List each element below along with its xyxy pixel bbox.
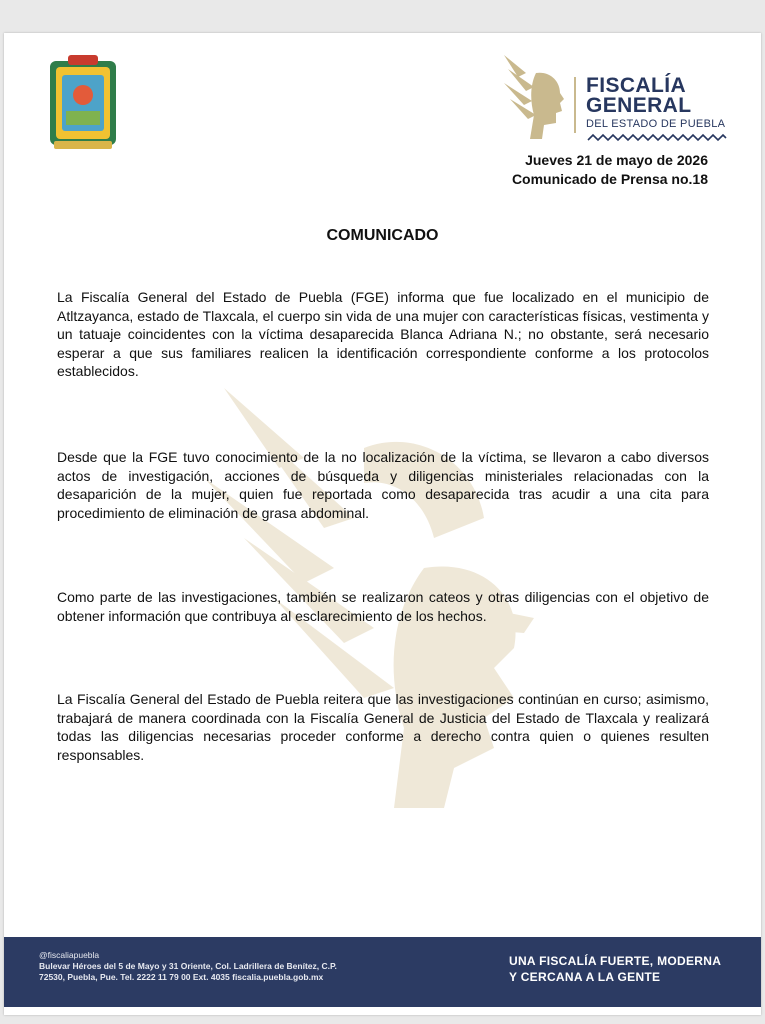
brand-title-line2: GENERAL xyxy=(586,94,692,117)
brand-title-line1: FISCALÍA xyxy=(586,74,687,97)
logo-divider xyxy=(574,77,576,133)
release-date: Jueves 21 de mayo de 2026 xyxy=(525,152,708,168)
address-line-2: 72530, Puebla, Pue. Tel. 2222 11 79 00 Ext. 4035 fiscalia.puebla.gob.mx xyxy=(39,972,324,982)
puebla-state-seal-icon xyxy=(48,53,118,153)
paragraph-1: La Fiscalía General del Estado de Puebla (FGE) informa que fue localizado en el municipio de Atltzayanca, estado de Tlaxcala, el cuerpo sin vida de una mujer con características físicas, vestimenta y un tatuaje coincidentes con la víctima desaparecida Blanca Adriana N.; no obstante, será necesario esperar a que sus familiares realicen la identificación correspondiente conforme a los protocolos establecidos. xyxy=(57,289,709,379)
footer-bar xyxy=(4,937,761,1007)
fge-logo xyxy=(500,51,740,143)
social-handle: @fiscaliapuebla xyxy=(39,950,100,960)
press-release-number: Comunicado de Prensa no.18 xyxy=(511,171,708,187)
slogan-line-2: Y CERCANA A LA GENTE xyxy=(509,970,661,984)
paragraph-2: Desde que la FGE tuvo conocimiento de la no localización de la víctima, se llevaron a cabo diversos actos de investigación, acciones de búsqueda y diligencias ministeriales relacionadas con la desaparición de la mujer, quien fue reportada como desaparecida tras acudir a una cita para procedimiento de eliminación de grasa abdominal. xyxy=(57,449,709,521)
fge-head-logo-icon xyxy=(500,51,570,141)
address-line-1: Bulevar Héroes del 5 de Mayo y 31 Oriente, Col. Ladrillera de Benítez, C.P. xyxy=(39,961,337,971)
decorative-pattern-icon xyxy=(586,133,728,142)
paragraph-3: Como parte de las investigaciones, también se realizaron cateos y otras diligencias con el objetivo de obtener información que contribuya al esclarecimiento de los hechos. xyxy=(57,589,709,624)
document-page xyxy=(4,33,761,1015)
document-title: COMUNICADO xyxy=(326,227,439,244)
paragraph-4: La Fiscalía General del Estado de Puebla reitera que las investigaciones continúan en curso; asimismo, trabajará de manera coordinada con la Fiscalía General de Justicia del Estado de Tlaxcala y realizará todas las diligencias necesarias proceder conforme a derecho contra quien o quienes resulten responsables. xyxy=(57,691,709,763)
brand-subtitle: DEL ESTADO DE PUEBLA xyxy=(586,118,726,130)
slogan-line-1: UNA FISCALÍA FUERTE, MODERNA xyxy=(509,954,722,968)
